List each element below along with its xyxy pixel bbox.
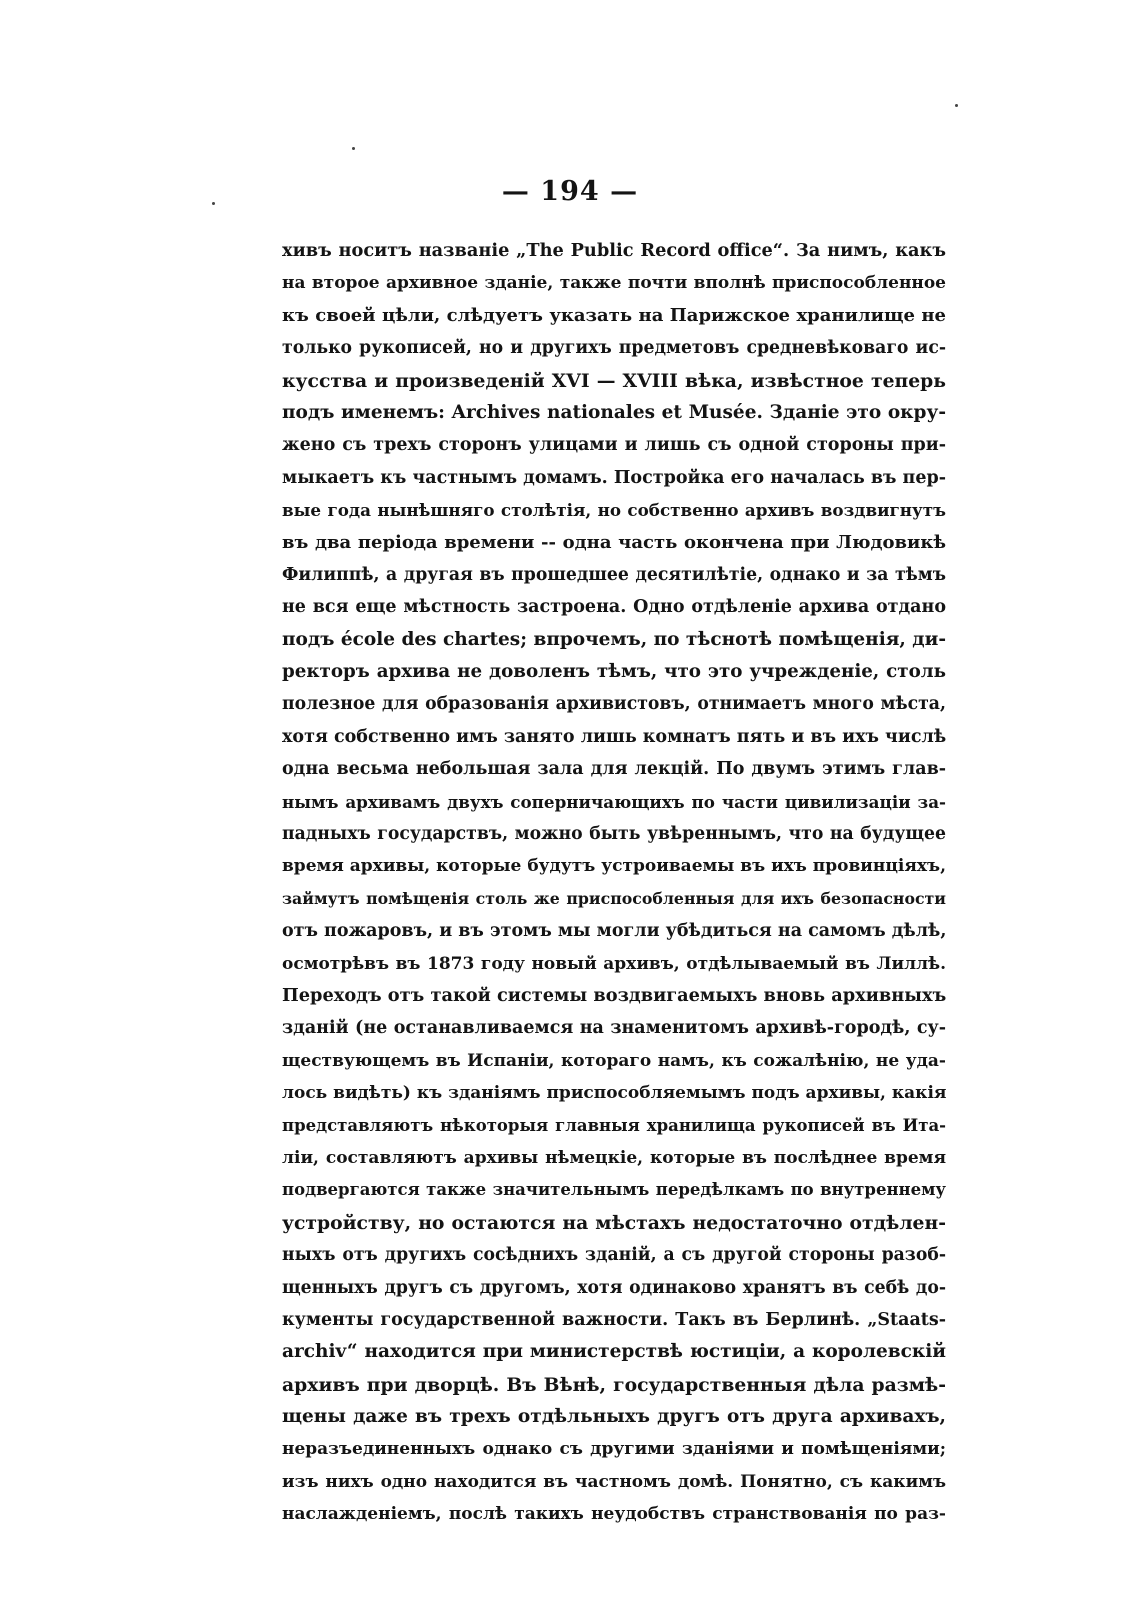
text-line: лось видѣть) къ зданіямъ приспособляемымъ подъ архивы, какія	[282, 1083, 946, 1104]
text-line: ществующемъ въ Испаніи, котораго намъ, къ сожалѣнію, не уда-	[282, 1050, 946, 1071]
text-line: въ два періода времени -- одна часть окончена при Людовикѣ	[282, 531, 946, 553]
text-line: хивъ носитъ названіе „The Public Record office“. За нимъ, какъ	[282, 240, 946, 261]
text-line: кументы государственной важности. Такъ въ Берлинѣ. „Staats-	[282, 1309, 946, 1330]
text-line: полезное для образованія архивистовъ, отнимаетъ много мѣста,	[282, 694, 946, 715]
print-speck	[352, 147, 355, 150]
text-line: время архивы, которые будутъ устроиваемы въ ихъ провинціяхъ,	[282, 856, 946, 877]
text-line: наслажденіемъ, послѣ такихъ неудобствъ странствованія по раз-	[282, 1504, 946, 1525]
text-line: подъ именемъ: Archives nationales et Musée. Зданіе это окру-	[282, 401, 946, 423]
text-line: не вся еще мѣстность застроена. Одно отдѣленіе архива отдано	[282, 597, 946, 618]
text-line: щенныхъ другъ съ другомъ, хотя одинаково хранятъ въ себѣ до-	[282, 1277, 946, 1298]
text-line: устройству, но остаются на мѣстахъ недостаточно отдѣлен-	[282, 1211, 946, 1234]
text-line: кусства и произведеній XVI — XVIII вѣка, извѣстное теперь	[282, 369, 946, 392]
text-line: нымъ архивамъ двухъ соперничающихъ по части цивилизаціи за-	[282, 791, 946, 812]
text-line: представляютъ нѣкоторыя главныя хранилища рукописей въ Ита-	[282, 1115, 946, 1135]
text-line: займутъ помѣщенія столь же приспособленныя для ихъ безопасности	[282, 888, 946, 908]
text-line: ліи, составляютъ архивы нѣмецкіе, которые въ послѣднее время	[282, 1147, 946, 1168]
page-number: — 194 —	[501, 176, 639, 207]
print-speck	[955, 104, 958, 107]
text-line: отъ пожаровъ, и въ этомъ мы могли убѣдиться на самомъ дѣлѣ,	[282, 921, 946, 942]
body-text	[282, 235, 946, 1531]
text-line: одна весьма небольшая зала для лекцій. По двумъ этимъ глав-	[282, 759, 946, 780]
text-line: хотя собственно имъ занято лишь комнатъ пять и въ ихъ числѣ	[282, 726, 946, 747]
text-line: подъ école des chartes; впрочемъ, по тѣснотѣ помѣщенія, ди-	[282, 628, 946, 650]
text-line: Филиппѣ, а другая въ прошедшее десятилѣтіе, однако и за тѣмъ	[282, 564, 946, 585]
text-line: архивъ при дворцѣ. Въ Вѣнѣ, государственныя дѣла размѣ-	[282, 1373, 946, 1396]
text-line: зданій (не останавливаемся на знаменитомъ архивѣ-городѣ, су-	[282, 1018, 946, 1039]
text-line: archiv“ находится при министерствѣ юстиціи, а королевскій	[282, 1341, 946, 1363]
text-line: ректоръ архива не доволенъ тѣмъ, что это учрежденіе, столь	[282, 661, 946, 683]
text-line: жено съ трехъ сторонъ улицами и лишь съ одной стороны при-	[282, 435, 946, 456]
text-line: осмотрѣвъ въ 1873 году новый архивъ, отдѣлываемый въ Лиллѣ.	[282, 953, 946, 974]
text-line: только рукописей, но и другихъ предметовъ средневѣковаго ис-	[282, 338, 946, 359]
text-line: ныхъ отъ другихъ сосѣднихъ зданій, а съ другой стороны разоб-	[282, 1245, 946, 1266]
text-line: мыкаетъ къ частнымъ домамъ. Постройка его началась въ пер-	[282, 467, 946, 488]
text-line: подвергаются также значительнымъ передѣлкамъ по внутреннему	[282, 1180, 946, 1200]
text-line: Переходъ отъ такой системы воздвигаемыхъ вновь архивныхъ	[282, 984, 946, 1006]
text-line: неразъединенныхъ однако съ другими зданіями и помѣщеніями;	[282, 1439, 946, 1460]
text-line: щены даже въ трехъ отдѣльныхъ другъ отъ друга архивахъ,	[282, 1406, 946, 1428]
text-line: къ своей цѣли, слѣдуетъ указать на Парижское хранилище не	[282, 304, 946, 326]
text-line: изъ нихъ одно находится въ частномъ домѣ. Понятно, съ какимъ	[282, 1471, 946, 1492]
text-line: на второе архивное зданіе, также почти вполнѣ приспособленное	[282, 273, 946, 294]
text-line: падныхъ государствъ, можно быть увѣреннымъ, что на будущее	[282, 824, 946, 845]
text-line: вые года нынѣшняго столѣтія, но собственно архивъ воздвигнутъ	[282, 500, 946, 521]
